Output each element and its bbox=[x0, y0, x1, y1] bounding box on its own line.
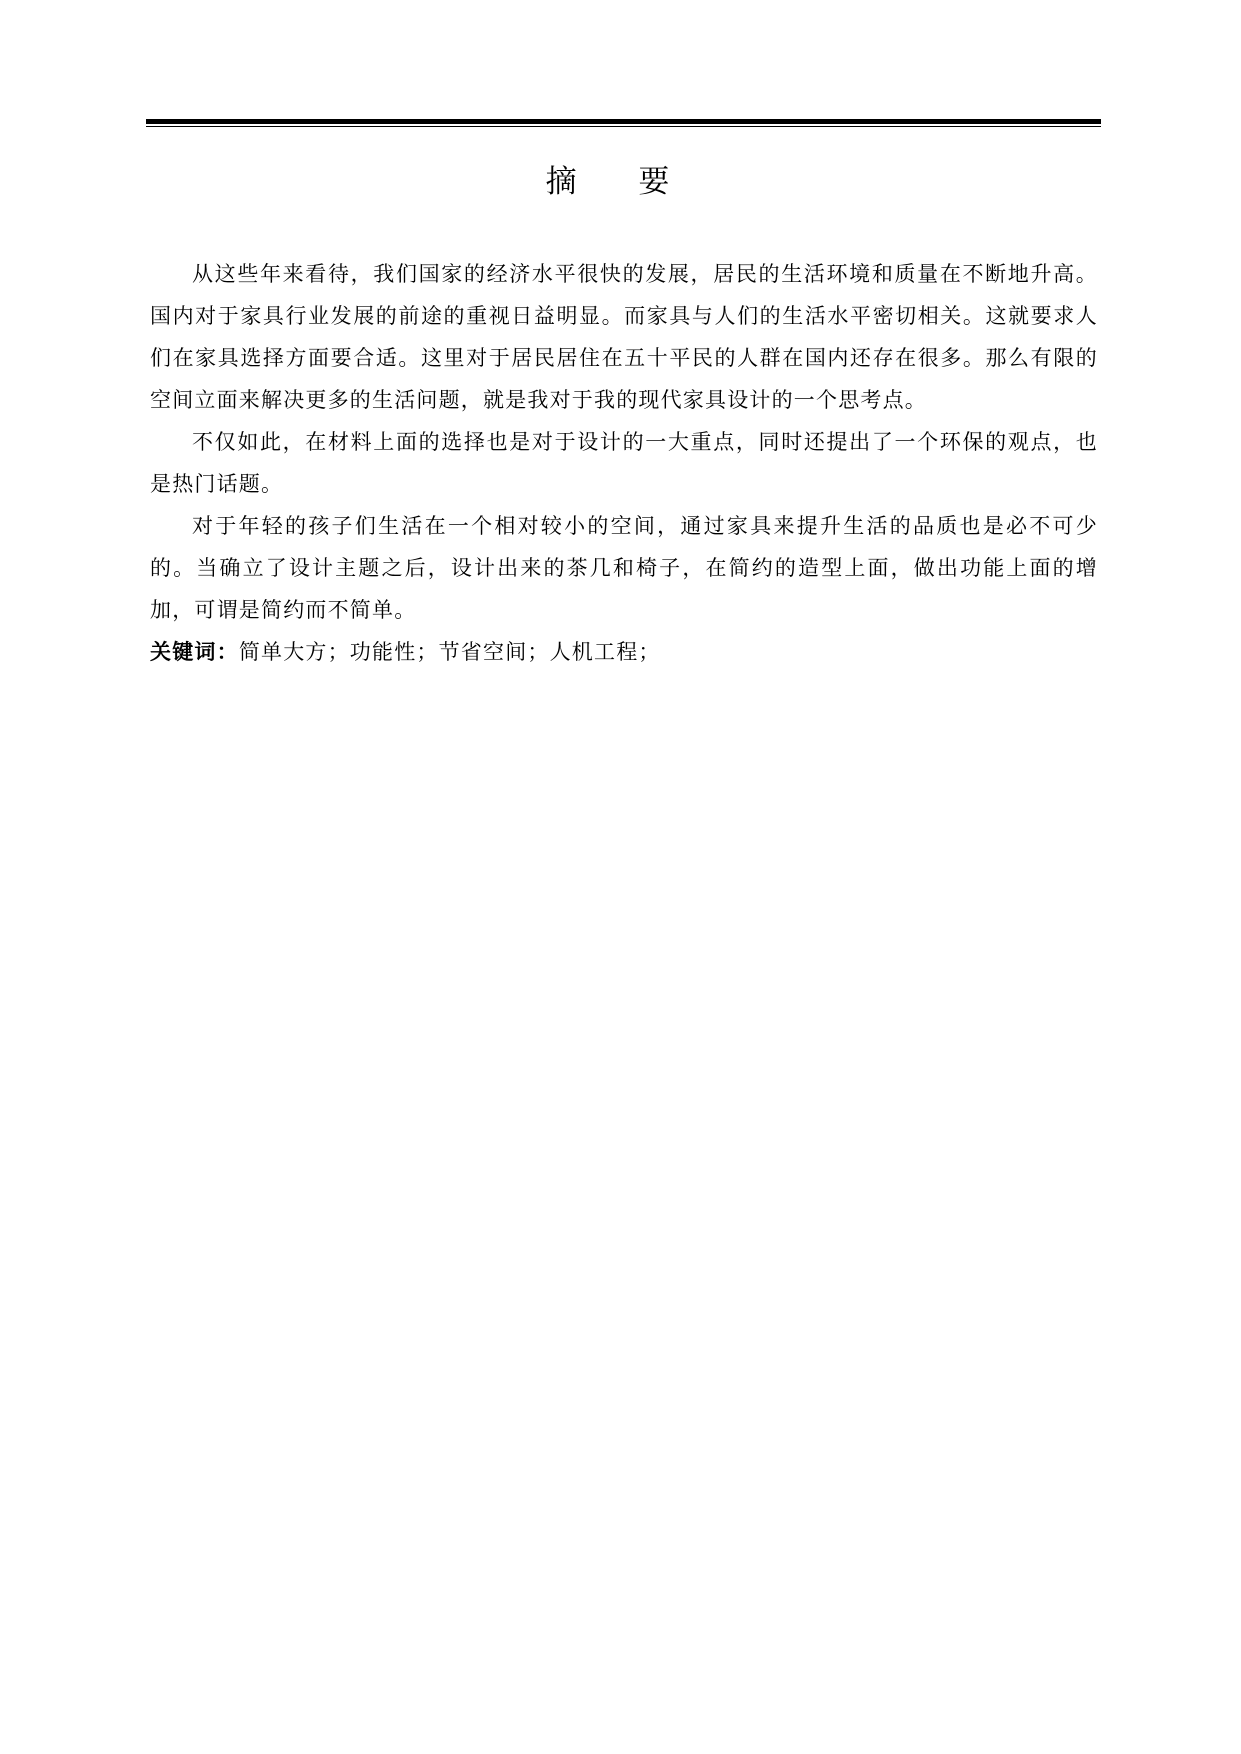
keywords-label: 关键词： bbox=[150, 640, 239, 664]
page-title: 摘 要 bbox=[545, 164, 696, 200]
keywords-value: 简单大方；功能性；节省空间；人机工程； bbox=[238, 640, 661, 664]
abstract-paragraph-1: 从这些年来看待，我们国家的经济水平很快的发展，居民的生活环境和质量在不断地升高。国内对于家具行业发展的前途的重视日益明显。而家具与人们的生活水平密切相关。这就要求人们在家具选择方面要合适。这里对于居民居住在五十平民的人群在国内还存在很多。那么有限的空间立面来解决更多的生活问题，就是我对于我的现代家具设计的一个思考点。 bbox=[150, 262, 1098, 412]
abstract-paragraph-2: 不仅如此，在材料上面的选择也是对于设计的一大重点，同时还提出了一个环保的观点，也是热门话题。 bbox=[150, 430, 1098, 496]
abstract-body bbox=[150, 253, 1098, 673]
header-rule-thick bbox=[146, 119, 1101, 124]
abstract-paragraph-3: 对于年轻的孩子们生活在一个相对较小的空间，通过家具来提升生活的品质也是必不可少的。当确立了设计主题之后，设计出来的茶几和椅子，在简约的造型上面，做出功能上面的增加，可谓是简约而不简单。 bbox=[150, 514, 1098, 622]
keywords-line bbox=[150, 631, 1098, 673]
header-rule-thin bbox=[146, 126, 1101, 127]
